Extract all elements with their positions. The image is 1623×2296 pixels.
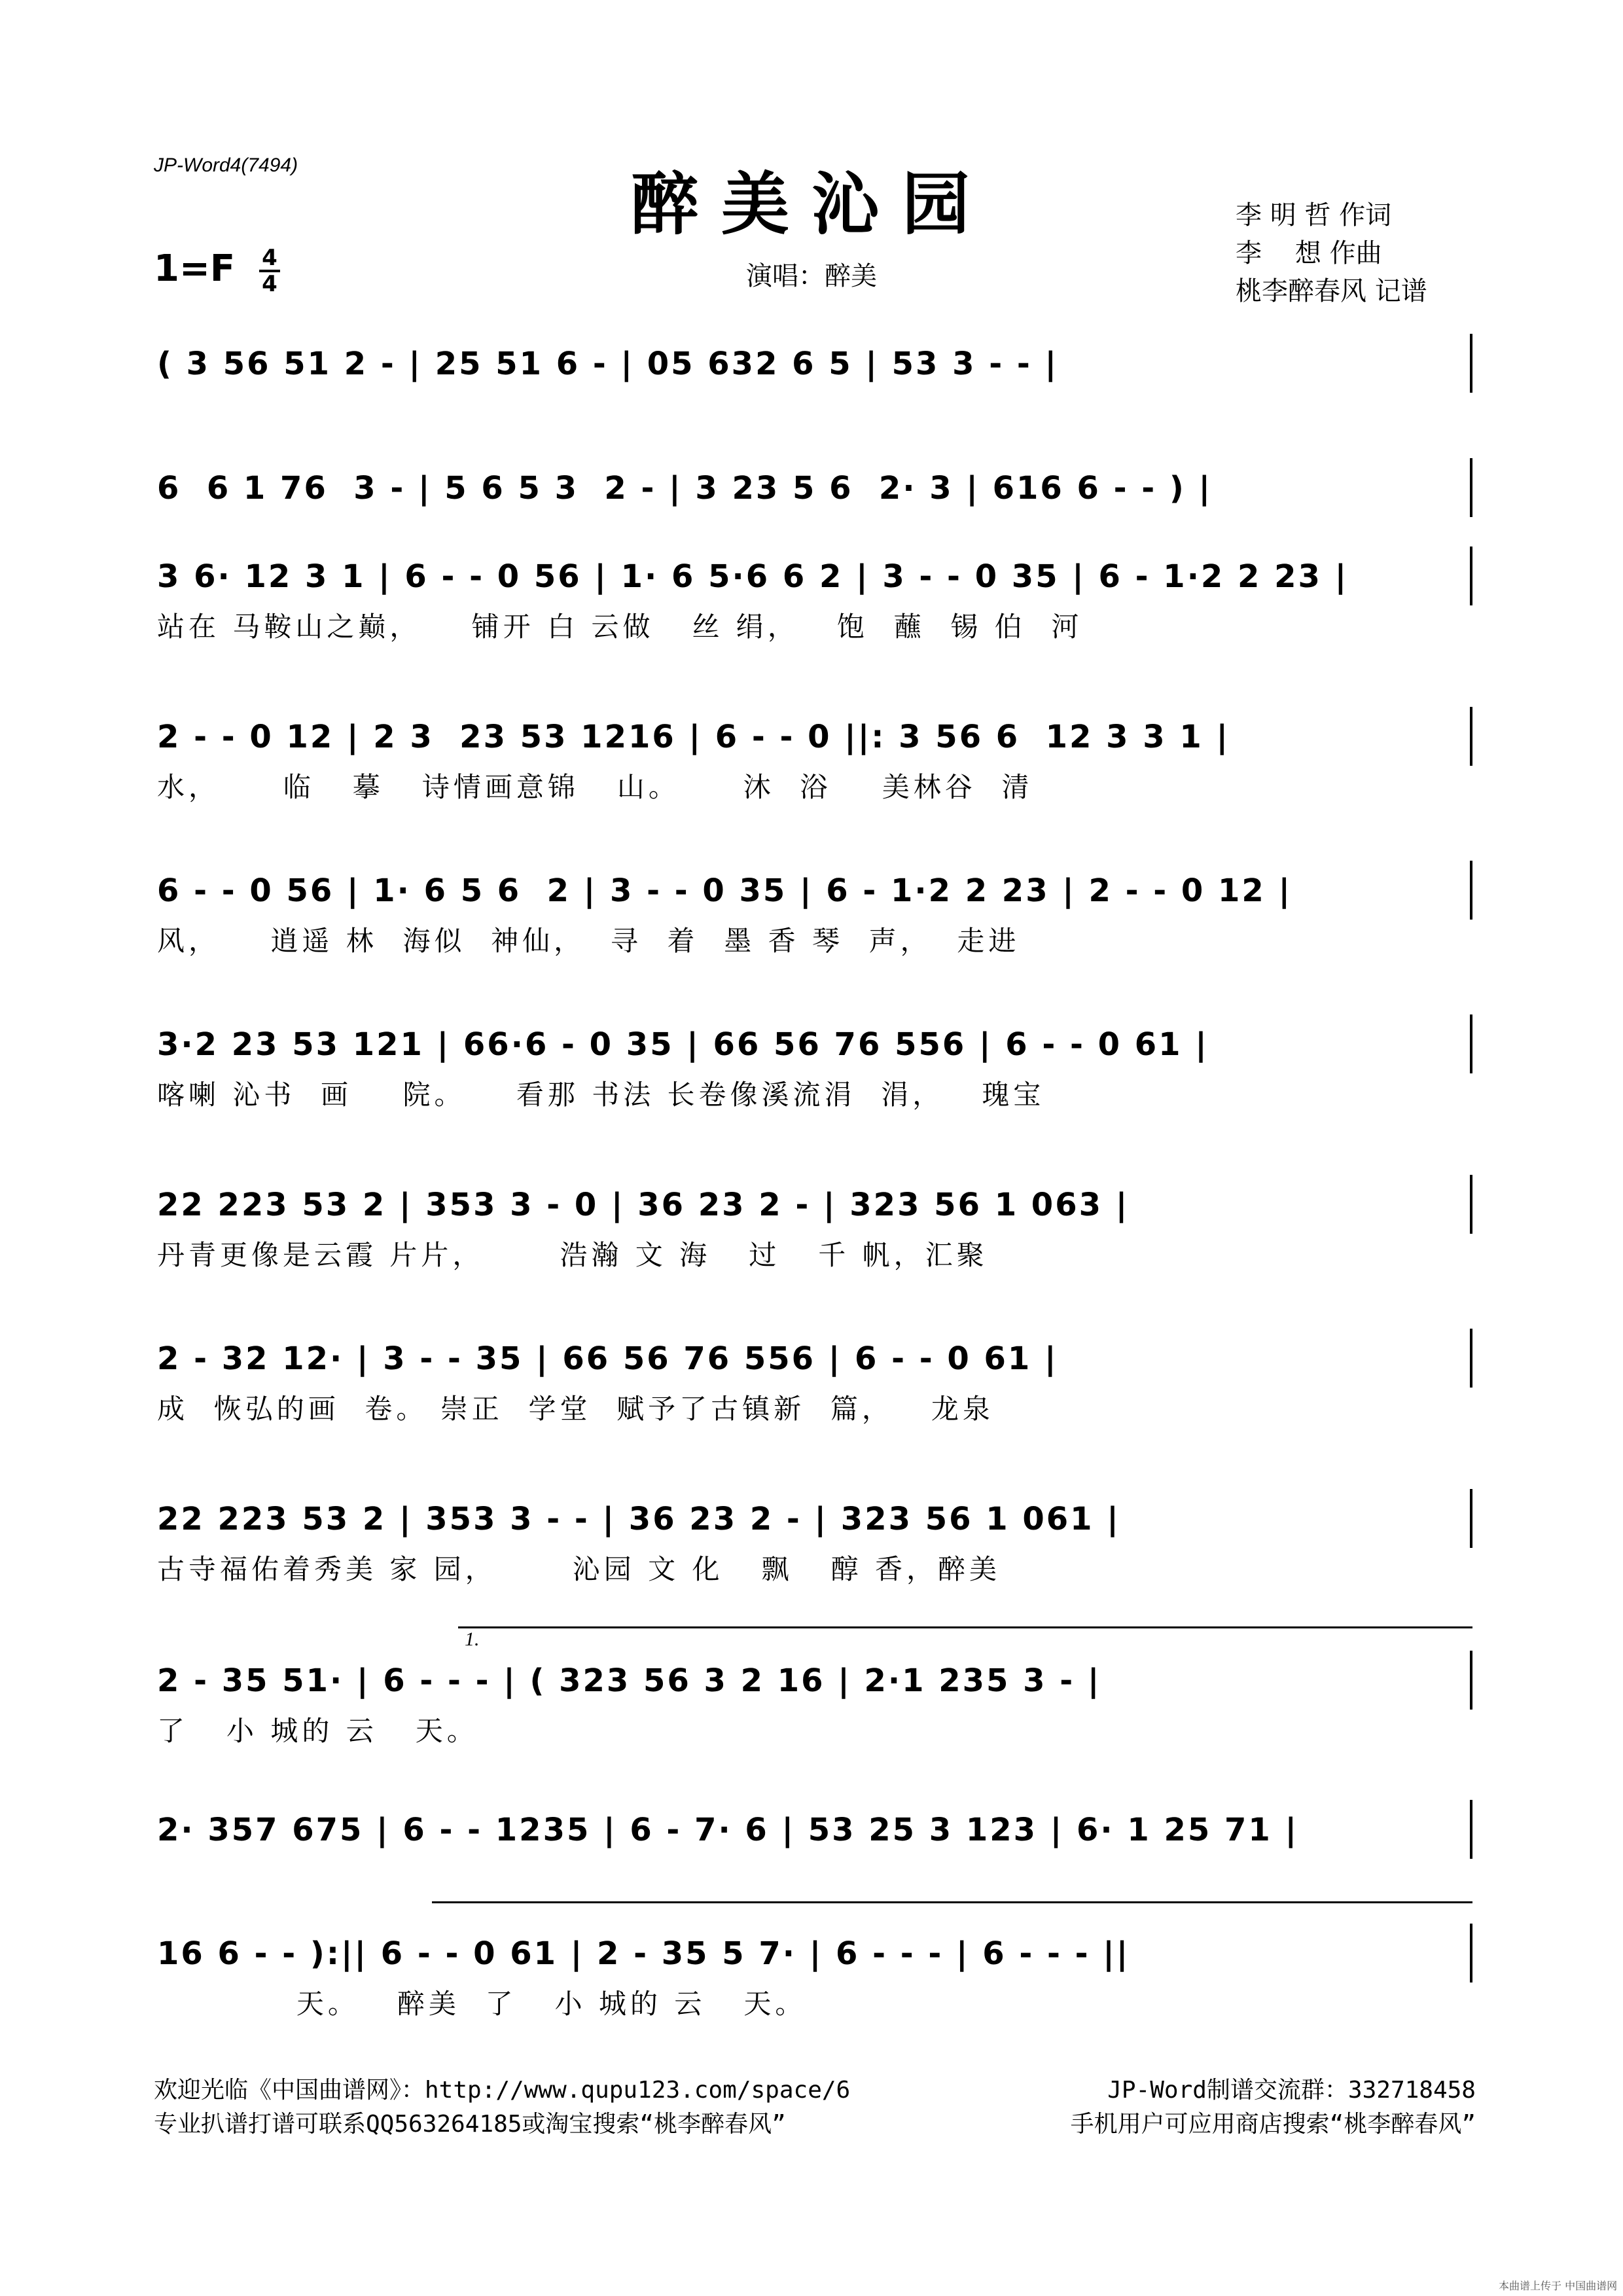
lyrics-row: 喀喇 沁书 画 院。 看那 书法 长卷像溪流涓 涓， 瑰宝 (157, 1079, 1045, 1111)
score-system-4 (151, 707, 1472, 812)
lyrics-row: 站在 马鞍山之巅， 铺开 白 云做 丝 绢， 饱 蘸 锡 伯 河 (157, 611, 1083, 643)
notes-row: 6 - - 0 56 | 1· 6 5 6 2 | 3 - - 0 35 | 6 - 1·2 2 23 | 2 - - 0 12 | (151, 861, 1472, 920)
notes-row: 16 6 - - ):|| 6 - - 0 61 | 2 - 35 5 7· | 6 - - - | 6 - - - || (151, 1924, 1472, 1982)
notes-row: 3 6· 12 3 1 | 6 - - 0 56 | 1· 6 5·6 6 2 | 3 - - 0 35 | 6 - 1·2 2 23 | (151, 547, 1472, 605)
score-system-1 (151, 334, 1472, 393)
lyrics-row: 风， 逍遥 林 海似 神仙， 寻 着 墨 香 琴 声， 走进 (157, 925, 1020, 957)
footer-mobile: 手机用户可应用商店搜索“桃李醉春风” (1070, 2111, 1476, 2138)
lyrics-row: 古寺福佑着秀美 家 园， 沁园 文 化 飘 醇 香，醉美 (157, 1553, 1001, 1585)
lyrics-row: 了 小 城的 云 天。 (157, 1715, 478, 1747)
notes-row: 6 6 1 76 3 - | 5 6 5 3 2 - | 3 23 5 6 2· 3 | 616 6 - - ) | (151, 458, 1472, 517)
composer-credit: 李 想 作曲 (1236, 238, 1382, 268)
score-system-2 (151, 458, 1472, 517)
notes-row: 22 223 53 2 | 353 3 - - | 36 23 2 - | 323 56 1 061 | (151, 1489, 1472, 1548)
score-system-12 (151, 1901, 1472, 2028)
notes-row: 2 - - 0 12 | 2 3 23 53 1216 | 6 - - 0 ||: 3 56 6 12 3 3 1 | (151, 707, 1472, 766)
footer-service: 专业扒谱打谱可联系QQ563264185或淘宝搜索“桃李醉春风” (154, 2111, 786, 2138)
score-system-10 (151, 1626, 1472, 1755)
notes-row: 2 - 32 12· | 3 - - 35 | 66 56 76 556 | 6 - - 0 61 | (151, 1329, 1472, 1388)
lyricist-credit: 李 明 哲 作词 (1236, 200, 1392, 230)
key-signature: 1=F (154, 247, 236, 290)
software-label: JP-Word4(7494) (154, 154, 298, 176)
credits (1236, 196, 1427, 310)
notes-row: 2· 357 675 | 6 - - 1235 | 6 - 7· 6 | 53 25 3 123 | 6· 1 25 71 | (151, 1800, 1472, 1859)
footer (154, 2073, 1476, 2142)
volta-rit-row (151, 1901, 1472, 1924)
score-system-6 (151, 1014, 1472, 1119)
lyrics-row: 天。 醉美 了 小 城的 云 天。 (157, 1988, 807, 2020)
lyrics-row: 丹青更像是云霞 片片， 浩瀚 文 海 过 千 帆，汇聚 (157, 1239, 988, 1271)
lyrics-row: 水， 临 摹 诗情画意锦 山。 沐 浴 美林谷 清 (157, 771, 1033, 803)
footer-welcome: 欢迎光临《中国曲谱网》：http://www.qupu123.com/space/6 (154, 2077, 851, 2104)
notes-row: 22 223 53 2 | 353 3 - 0 | 36 23 2 - | 323 56 1 063 | (151, 1175, 1472, 1234)
song-title: 醉美沁园 (630, 164, 992, 244)
score-system-8 (151, 1329, 1472, 1433)
notes-row: 3·2 23 53 121 | 66·6 - 0 35 | 66 56 76 556 | 6 - - 0 61 | (151, 1014, 1472, 1073)
volta-2 (432, 1901, 1472, 1924)
corner-credit: 本曲谱上传于 中国曲谱网 (1499, 2280, 1618, 2292)
notes-row: ( 3 56 51 2 - | 25 51 6 - | 05 632 6 5 | 53 3 - - | (151, 334, 1472, 393)
footer-group: JP-Word制谱交流群：332718458 (1107, 2077, 1476, 2104)
singer-label: 演唱：醉美 (746, 261, 877, 291)
score-system-5 (151, 861, 1472, 965)
volta-1: 1. (458, 1626, 1472, 1651)
score-system-3 (151, 547, 1472, 651)
score-system-7 (151, 1175, 1472, 1280)
score-system-11 (151, 1800, 1472, 1859)
lyrics-row: 成 恢弘的画 卷。 崇正 学堂 赋予了古镇新 篇， 龙泉 (157, 1393, 994, 1425)
transcriber-credit: 桃李醉春风 记谱 (1236, 276, 1427, 306)
score-system-9 (151, 1489, 1472, 1594)
notes-row: 2 - 35 51· | 6 - - - | ( 323 56 3 2 16 | 2·1 235 3 - | (151, 1651, 1472, 1710)
time-signature-top: 4 (262, 245, 277, 271)
time-signature-bottom: 4 (262, 271, 277, 297)
